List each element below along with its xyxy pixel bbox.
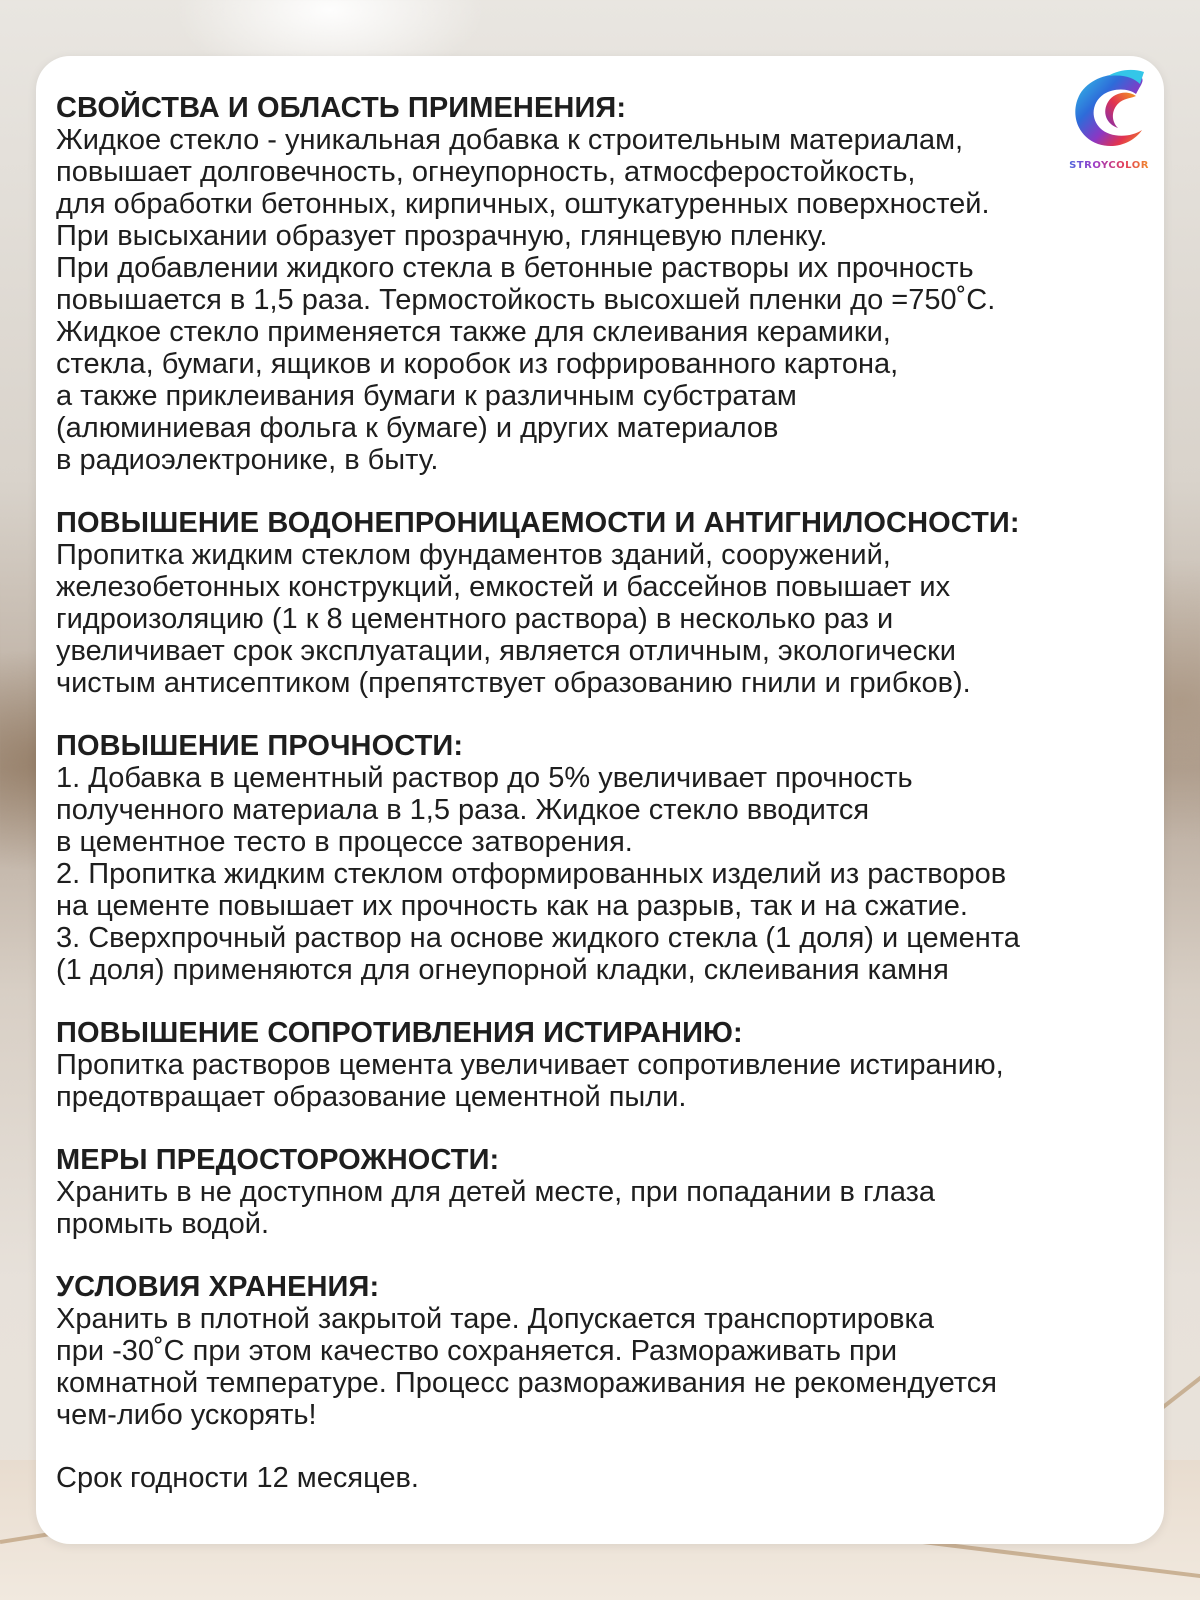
text-line: повышается в 1,5 раза. Термостойкость высохшей пленки до =750˚С. (56, 284, 996, 316)
text-line: в цементное тесто в процессе затворения. (56, 826, 633, 858)
text-line: Пропитка жидким стеклом фундаментов зданий, сооружений, (56, 539, 891, 571)
text-line: при -30˚С при этом качество сохраняется. Размораживать при (56, 1335, 898, 1367)
section-storage (56, 1271, 1156, 1431)
section-waterproofing (56, 507, 1156, 699)
text-line: чистым антисептиком (препятствует образованию гнили и грибков). (56, 667, 971, 699)
text-line: чем-либо ускорять! (56, 1399, 317, 1431)
text-line: (алюминиевая фольга к бумаге) и других материалов (56, 412, 779, 444)
brand-name: STROYCOLOR (1064, 160, 1154, 171)
text-line: Хранить в плотной закрытой таре. Допускается транспортировка (56, 1303, 935, 1335)
text-line: 1. Добавка в цементный раствор до 5% увеличивает прочность (56, 762, 913, 794)
document-body (56, 92, 1156, 1525)
section-heading: МЕРЫ ПРЕДОСТОРОЖНОСТИ: (56, 1144, 500, 1176)
text-line: При добавлении жидкого стекла в бетонные растворы их прочность (56, 252, 974, 284)
text-line: Пропитка растворов цемента увеличивает сопротивление истиранию, (56, 1049, 1004, 1081)
text-line: увеличивает срок эксплуатации, является отличным, экологически (56, 635, 957, 667)
text-line: предотвращает образование цементной пыли. (56, 1081, 687, 1113)
text-line: 2. Пропитка жидким стеклом отформированных изделий из растворов (56, 858, 1007, 890)
section-abrasion (56, 1017, 1156, 1113)
text-line: гидроизоляцию (1 к 8 цементного раствора) в несколько раз и (56, 603, 894, 635)
text-line: комнатной температуре. Процесс размораживания не рекомендуется (56, 1367, 997, 1399)
text-line: Жидкое стекло применяется также для склеивания керамики, (56, 316, 891, 348)
text-line: промыть водой. (56, 1208, 270, 1240)
section-precautions (56, 1144, 1156, 1240)
section-strength (56, 730, 1156, 986)
text-line: повышает долговечность, огнеупорность, атмосферостойкость, (56, 156, 916, 188)
text-line: железобетонных конструкций, емкостей и бассейнов повышает их (56, 571, 951, 603)
section-properties (56, 92, 1156, 476)
text-line: Жидкое стекло - уникальная добавка к строительным материалам, (56, 124, 964, 156)
text-line: Хранить в не доступном для детей месте, при попадании в глаза (56, 1176, 936, 1208)
text-line: стекла, бумаги, ящиков и коробок из гофрированного картона, (56, 348, 899, 380)
section-shelf-life (56, 1462, 1156, 1494)
text-line: на цементе повышает их прочность как на разрыв, так и на сжатие. (56, 890, 968, 922)
text-line: 3. Сверхпрочный раствор на основе жидкого стекла (1 доля) и цемента (56, 922, 1020, 954)
info-card (36, 56, 1164, 1544)
text-line: полученного материала в 1,5 раза. Жидкое стекло вводится (56, 794, 870, 826)
text-line: для обработки бетонных, кирпичных, оштукатуренных поверхностей. (56, 188, 990, 220)
text-line: а также приклеивания бумаги к различным субстратам (56, 380, 797, 412)
text-line: в радиоэлектронике, в быту. (56, 444, 439, 476)
shelf-life-text: Срок годности 12 месяцев. (56, 1462, 419, 1494)
section-heading: УСЛОВИЯ ХРАНЕНИЯ: (56, 1271, 380, 1303)
section-heading: СВОЙСТВА И ОБЛАСТЬ ПРИМЕНЕНИЯ: (56, 92, 627, 124)
section-heading: ПОВЫШЕНИЕ СОПРОТИВЛЕНИЯ ИСТИРАНИЮ: (56, 1017, 743, 1049)
text-line: При высыхании образует прозрачную, глянцевую пленку. (56, 220, 828, 252)
section-heading: ПОВЫШЕНИЕ ПРОЧНОСТИ: (56, 730, 464, 762)
section-heading: ПОВЫШЕНИЕ ВОДОНЕПРОНИЦАЕМОСТИ И АНТИГНИЛОСНОСТИ: (56, 507, 1020, 539)
text-line: (1 доля) применяются для огнеупорной кладки, склеивания камня (56, 954, 949, 986)
